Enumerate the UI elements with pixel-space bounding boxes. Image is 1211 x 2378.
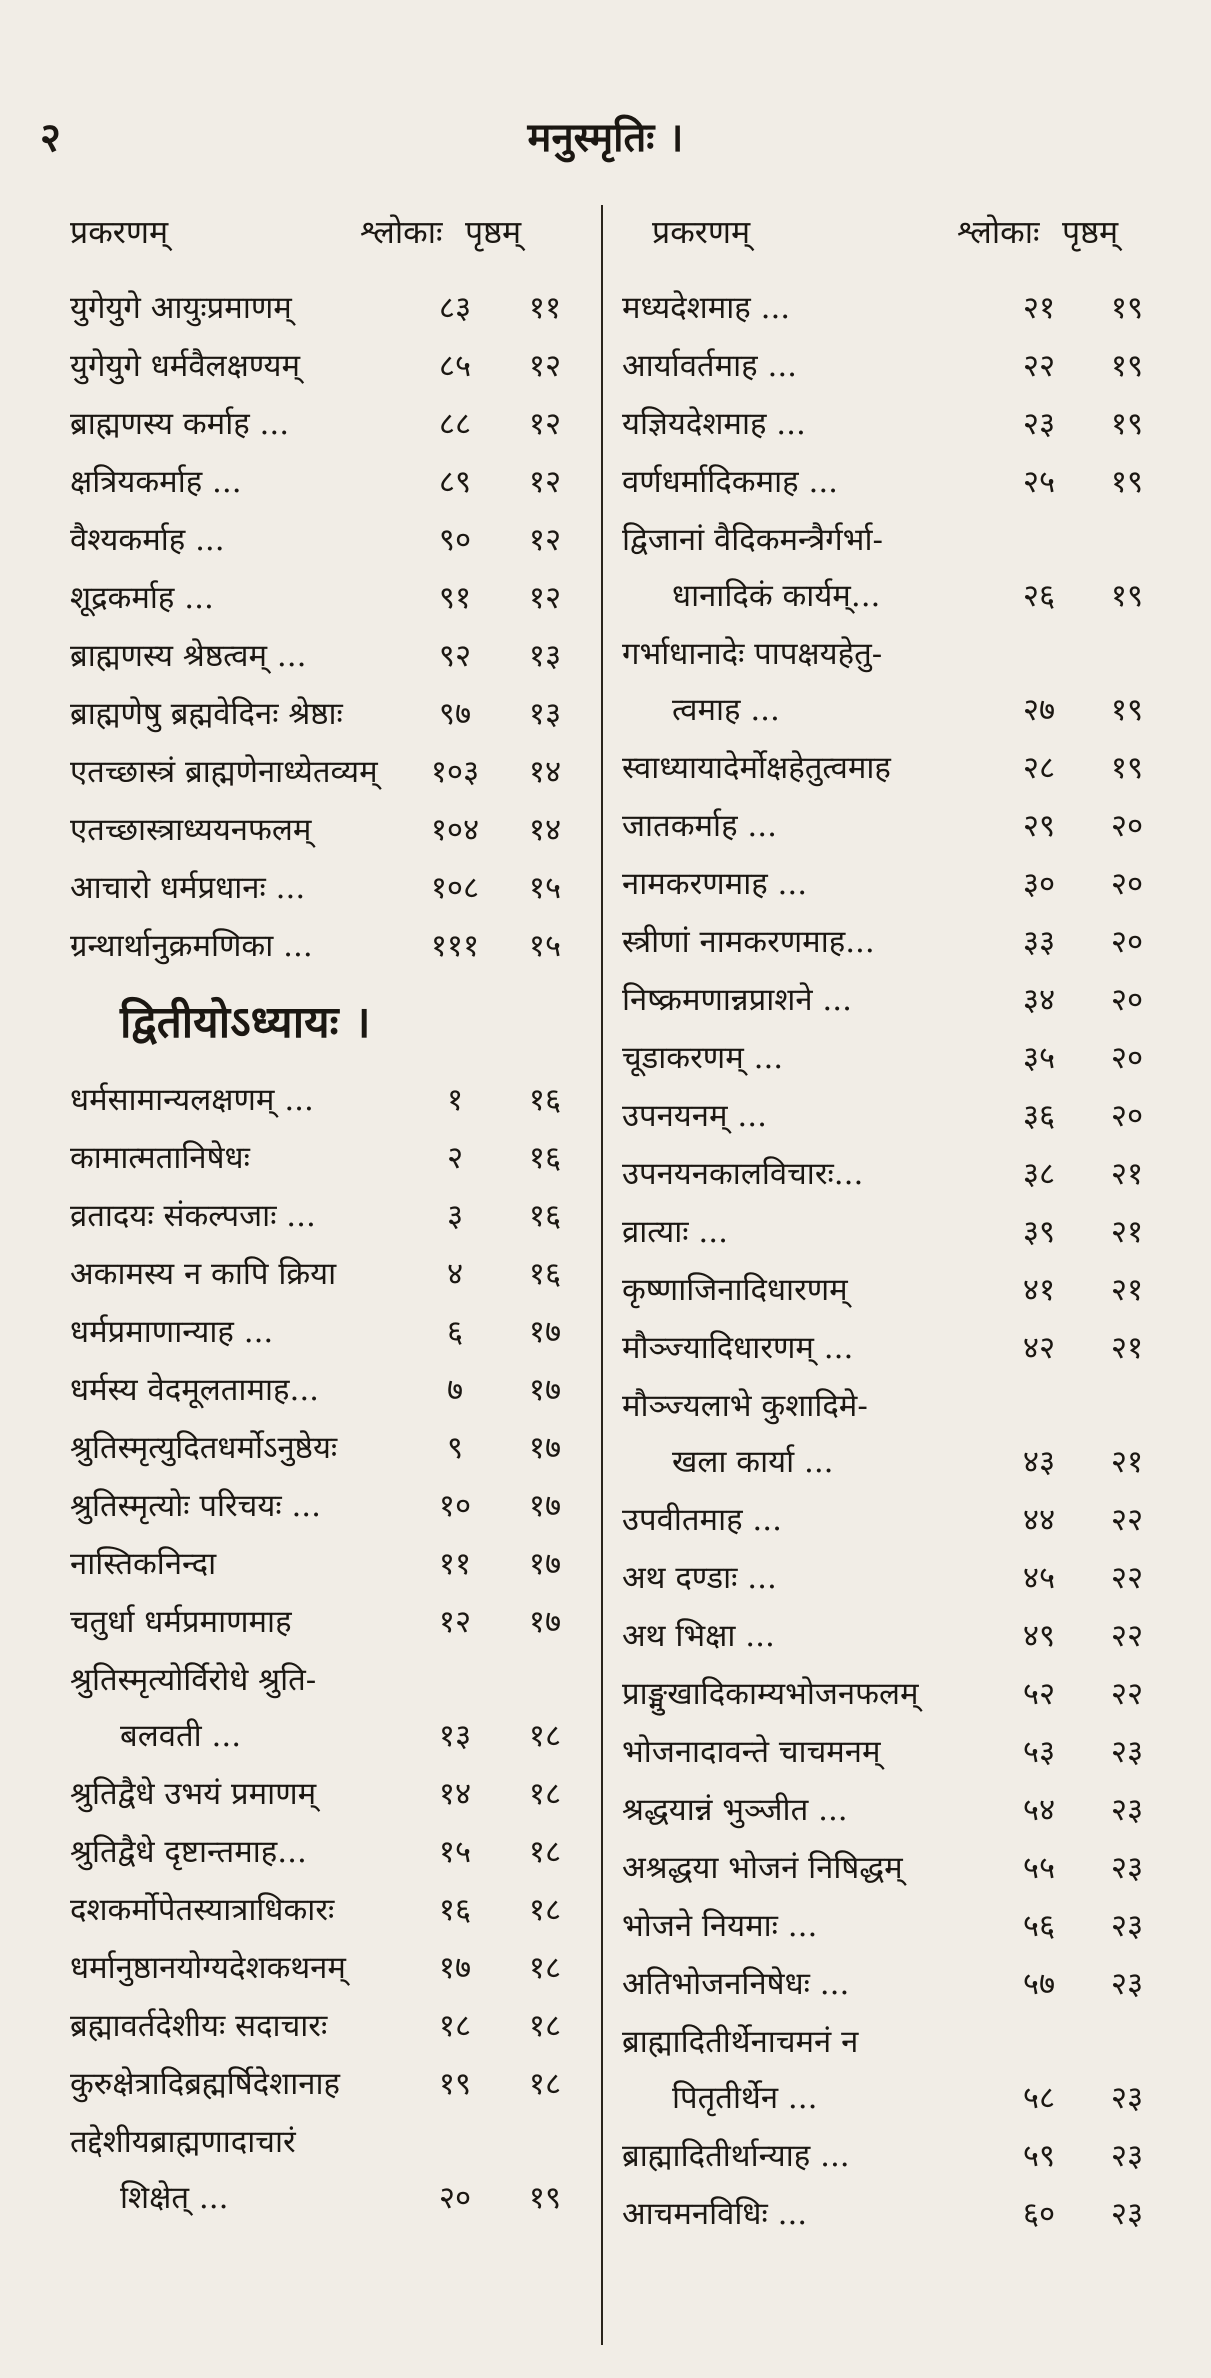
entry-title: श्रद्धयान्नं भुञ्जीत ... xyxy=(622,1792,848,1828)
shloka-number: १२ xyxy=(438,1604,472,1640)
shloka-number: ७ xyxy=(446,1372,464,1408)
shloka-number: ९ xyxy=(446,1430,464,1466)
entry-title: भोजने नियमाः ... xyxy=(622,1908,818,1944)
entry-title: तद्देशीयब्राह्मणादाचारं xyxy=(70,2124,296,2160)
index-row xyxy=(70,860,580,918)
shloka-number: ४४ xyxy=(1022,1502,1056,1538)
header-prishtham: पृष्ठम् xyxy=(465,213,522,251)
page-reference: २० xyxy=(1110,1098,1144,1134)
index-row xyxy=(70,1246,580,1304)
index-row xyxy=(622,740,1162,798)
page-reference: १२ xyxy=(528,464,562,500)
shloka-number: १० xyxy=(438,1488,472,1524)
entry-title: यज्ञियदेशमाह ... xyxy=(622,406,806,442)
index-row xyxy=(622,856,1162,914)
page-reference: १८ xyxy=(528,1718,562,1754)
shloka-number: ८३ xyxy=(438,290,472,326)
index-row xyxy=(70,1940,580,1998)
index-row xyxy=(622,280,1162,338)
index-row xyxy=(70,1594,580,1652)
page-reference: १८ xyxy=(528,1950,562,1986)
page-reference: १७ xyxy=(528,1314,562,1350)
entry-title: श्रुतिद्वैधे उभयं प्रमाणम् xyxy=(70,1776,317,1812)
page-reference: २१ xyxy=(1110,1444,1144,1480)
page-reference: २१ xyxy=(1110,1214,1144,1250)
page-reference: १९ xyxy=(528,2180,562,2216)
entry-title: अश्रद्धया भोजनं निषिद्धम् xyxy=(622,1850,903,1886)
index-row xyxy=(70,1130,580,1188)
entry-title: अकामस्य न कापि क्रिया xyxy=(70,1256,337,1292)
page-reference: २३ xyxy=(1110,2196,1144,2232)
entry-title: प्राङ्मुखादिकाम्यभोजनफलम् xyxy=(622,1676,919,1712)
shloka-number: ९१ xyxy=(438,580,472,616)
index-row xyxy=(70,396,580,454)
entry-title: द्विजानां वैदिकमन्त्रैर्गर्भा- xyxy=(622,522,883,558)
entry-title: व्रात्याः ... xyxy=(622,1214,728,1250)
index-row xyxy=(622,1262,1162,1320)
index-row-continued xyxy=(622,512,1162,568)
page-reference: २० xyxy=(1110,1040,1144,1076)
page-reference: २२ xyxy=(1110,1560,1144,1596)
shloka-number: ३ xyxy=(446,1198,464,1234)
entry-title: अथ भिक्षा ... xyxy=(622,1618,775,1654)
entry-title: धर्मसामान्यलक्षणम् ... xyxy=(70,1082,314,1118)
chapter-heading: द्वितीयोऽध्यायः । xyxy=(120,997,371,1048)
index-row xyxy=(622,1088,1162,1146)
page-reference: १६ xyxy=(528,1140,562,1176)
shloka-number: ३० xyxy=(1022,866,1056,902)
index-row xyxy=(622,1956,1162,2014)
page-reference: २३ xyxy=(1110,2080,1144,2116)
entry-title: अतिभोजननिषेधः ... xyxy=(622,1966,850,2002)
entry-title: स्त्रीणां नामकरणमाह... xyxy=(622,924,875,960)
index-row xyxy=(70,1536,580,1594)
shloka-number: ९७ xyxy=(438,696,472,732)
index-row xyxy=(622,568,1162,626)
index-row xyxy=(622,1434,1162,1492)
page-reference: १८ xyxy=(528,2066,562,2102)
index-row xyxy=(622,1898,1162,1956)
index-row xyxy=(70,512,580,570)
entry-title: ब्राह्मणस्य कर्माह ... xyxy=(70,406,290,442)
index-row xyxy=(622,914,1162,972)
header-shlokah: श्लोकाः xyxy=(957,213,1040,251)
shloka-number: ६० xyxy=(1022,2196,1056,2232)
entry-title: उपनयनम् ... xyxy=(622,1098,767,1134)
page-reference: १९ xyxy=(1110,406,1144,442)
right-column xyxy=(622,210,1162,2244)
index-row xyxy=(622,338,1162,396)
entry-title: श्रुतिस्मृत्युदितधर्मोऽनुष्ठेयः xyxy=(70,1430,338,1466)
shloka-number: ८५ xyxy=(438,348,472,384)
index-row xyxy=(70,1766,580,1824)
page-reference: १२ xyxy=(528,580,562,616)
entry-title: ब्राह्मादितीर्थान्याह ... xyxy=(622,2138,850,2174)
column-header xyxy=(622,210,1162,280)
index-row xyxy=(70,2170,580,2228)
index-row xyxy=(622,798,1162,856)
index-row xyxy=(622,1492,1162,1550)
index-row xyxy=(70,1420,580,1478)
entry-title: पितृतीर्थेन ... xyxy=(672,2080,818,2116)
shloka-number: २७ xyxy=(1022,692,1056,728)
page-reference: १९ xyxy=(1110,692,1144,728)
shloka-number: ११ xyxy=(438,1546,472,1582)
index-row xyxy=(622,1840,1162,1898)
entry-title: मौञ्ज्यलाभे कुशादिमे- xyxy=(622,1388,868,1424)
shloka-number: १६ xyxy=(438,1892,472,1928)
shloka-number: २५ xyxy=(1022,464,1056,500)
shloka-number: ८९ xyxy=(438,464,472,500)
page-reference: १९ xyxy=(1110,464,1144,500)
index-row xyxy=(70,802,580,860)
page-reference: १७ xyxy=(528,1546,562,1582)
entry-title: ब्राह्मादितीर्थेनाचमनं न xyxy=(622,2024,859,2060)
left-column xyxy=(70,210,580,2228)
shloka-number: २९ xyxy=(1022,808,1056,844)
shloka-number: १८ xyxy=(438,2008,472,2044)
shloka-number: ४२ xyxy=(1022,1330,1056,1366)
shloka-number: ३४ xyxy=(1022,982,1056,1018)
shloka-number: ५४ xyxy=(1022,1792,1056,1828)
header-prishtham: पृष्ठम् xyxy=(1062,213,1119,251)
page-reference: १२ xyxy=(528,406,562,442)
shloka-number: १०८ xyxy=(430,870,480,906)
page-reference: २० xyxy=(1110,808,1144,844)
entry-title: दशकर्मोपेतस्यात्राधिकारः xyxy=(70,1892,335,1928)
page-reference: १३ xyxy=(528,638,562,674)
page-reference: २० xyxy=(1110,924,1144,960)
entry-title: कामात्मतानिषेधः xyxy=(70,1140,250,1176)
entry-title: ब्राह्मणेषु ब्रह्मवेदिनः श्रेष्ठाः xyxy=(70,696,343,732)
shloka-number: ५६ xyxy=(1022,1908,1056,1944)
index-row xyxy=(70,1998,580,2056)
index-row xyxy=(70,280,580,338)
page-reference: २३ xyxy=(1110,1734,1144,1770)
shloka-number: २ xyxy=(446,1140,464,1176)
page-reference: १७ xyxy=(528,1430,562,1466)
shloka-number: ४१ xyxy=(1022,1272,1056,1308)
index-row xyxy=(70,338,580,396)
shloka-number: ३८ xyxy=(1022,1156,1056,1192)
page-reference: २० xyxy=(1110,866,1144,902)
page-reference: १४ xyxy=(528,754,562,790)
page-reference: १७ xyxy=(528,1488,562,1524)
header-prakaranam: प्रकरणम् xyxy=(70,213,169,251)
page-reference: १६ xyxy=(528,1256,562,1292)
shloka-number: ४ xyxy=(446,1256,464,1292)
entry-title: शिक्षेत् ... xyxy=(120,2180,229,2216)
page-reference: २३ xyxy=(1110,1908,1144,1944)
entry-title: वैश्यकर्माह ... xyxy=(70,522,225,558)
entry-title: श्रुतिस्मृत्योः परिचयः ... xyxy=(70,1488,322,1524)
header-prakaranam: प्रकरणम् xyxy=(652,213,751,251)
entry-title: धानादिकं कार्यम्... xyxy=(672,578,881,614)
shloka-number: ९२ xyxy=(438,638,472,674)
index-row-continued xyxy=(70,1652,580,1708)
index-row xyxy=(622,1550,1162,1608)
shloka-number: ५२ xyxy=(1022,1676,1056,1712)
page-reference: २३ xyxy=(1110,2138,1144,2174)
index-row xyxy=(70,454,580,512)
page-reference: १६ xyxy=(528,1082,562,1118)
page-reference: १८ xyxy=(528,1892,562,1928)
page-reference: १५ xyxy=(528,870,562,906)
index-row xyxy=(622,1608,1162,1666)
header-shlokah: श्लोकाः xyxy=(360,213,443,251)
page-reference: १८ xyxy=(528,1834,562,1870)
page-reference: १२ xyxy=(528,522,562,558)
index-row xyxy=(622,2128,1162,2186)
index-row xyxy=(622,2186,1162,2244)
entry-title: व्रतादयः संकल्पजाः ... xyxy=(70,1198,316,1234)
page-reference: २१ xyxy=(1110,1156,1144,1192)
index-row xyxy=(70,570,580,628)
index-row xyxy=(70,628,580,686)
shloka-number: ४९ xyxy=(1022,1618,1056,1654)
entry-title: उपवीतमाह ... xyxy=(622,1502,782,1538)
column-divider xyxy=(601,205,603,2345)
entry-title: बलवती ... xyxy=(120,1718,242,1754)
page-reference: २२ xyxy=(1110,1618,1144,1654)
entry-title: कुरुक्षेत्रादिब्रह्मर्षिदेशानाह xyxy=(70,2066,340,2102)
shloka-number: २८ xyxy=(1022,750,1056,786)
index-row xyxy=(70,1824,580,1882)
column-header xyxy=(70,210,580,280)
shloka-number: ८८ xyxy=(438,406,472,442)
entry-title: अथ दण्डाः ... xyxy=(622,1560,777,1596)
shloka-number: १०३ xyxy=(430,754,480,790)
index-row xyxy=(622,1320,1162,1378)
entry-title: युगेयुगे धर्मवैलक्षण्यम् xyxy=(70,348,301,384)
page-reference: २२ xyxy=(1110,1502,1144,1538)
page-reference: २३ xyxy=(1110,1792,1144,1828)
entry-title: गर्भाधानादेः पापक्षयहेतु- xyxy=(622,636,883,672)
shloka-number: २० xyxy=(438,2180,472,2216)
entry-title: भोजनादावन्ते चाचमनम् xyxy=(622,1734,881,1770)
index-row-continued xyxy=(622,2014,1162,2070)
shloka-number: ४३ xyxy=(1022,1444,1056,1480)
index-row xyxy=(70,686,580,744)
index-row-continued xyxy=(622,1378,1162,1434)
page-reference: २३ xyxy=(1110,1966,1144,2002)
shloka-number: १३ xyxy=(438,1718,472,1754)
entry-title: त्वमाह ... xyxy=(672,692,780,728)
index-row xyxy=(622,972,1162,1030)
entry-title: ग्रन्थार्थानुक्रमणिका ... xyxy=(70,928,313,964)
page-reference: २२ xyxy=(1110,1676,1144,1712)
entry-title: मध्यदेशमाह ... xyxy=(622,290,791,326)
entry-title: निष्क्रमणान्नप्राशने ... xyxy=(622,982,852,1018)
page-reference: १६ xyxy=(528,1198,562,1234)
page-reference: १९ xyxy=(1110,290,1144,326)
index-row xyxy=(622,1782,1162,1840)
shloka-number: ५५ xyxy=(1022,1850,1056,1886)
page-reference: १९ xyxy=(1110,578,1144,614)
shloka-number: ३३ xyxy=(1022,924,1056,960)
index-row xyxy=(622,396,1162,454)
page-reference: १२ xyxy=(528,348,562,384)
entry-title: नामकरणमाह ... xyxy=(622,866,808,902)
index-row xyxy=(622,682,1162,740)
entry-title: आचमनविधिः ... xyxy=(622,2196,808,2232)
entry-title: क्षत्रियकर्माह ... xyxy=(70,464,242,500)
entry-title: शूद्रकर्माह ... xyxy=(70,580,214,616)
shloka-number: ९० xyxy=(438,522,472,558)
shloka-number: ५३ xyxy=(1022,1734,1056,1770)
shloka-number: १९ xyxy=(438,2066,472,2102)
index-row xyxy=(70,2056,580,2114)
page-reference: १९ xyxy=(1110,348,1144,384)
page-reference: १४ xyxy=(528,812,562,848)
index-row xyxy=(622,1030,1162,1088)
shloka-number: १०४ xyxy=(430,812,480,848)
entry-title: कृष्णाजिनादिधारणम् xyxy=(622,1272,848,1308)
page-number: २ xyxy=(40,114,61,161)
index-row xyxy=(622,1204,1162,1262)
entry-title: युगेयुगे आयुःप्रमाणम् xyxy=(70,290,292,326)
shloka-number: १ xyxy=(446,1082,464,1118)
page-header xyxy=(0,108,1211,168)
entry-title: मौञ्ज्यादिधारणम् ... xyxy=(622,1330,854,1366)
page-reference: १८ xyxy=(528,1776,562,1812)
shloka-number: १७ xyxy=(438,1950,472,1986)
page-reference: १३ xyxy=(528,696,562,732)
shloka-number: ४५ xyxy=(1022,1560,1056,1596)
index-row xyxy=(70,1478,580,1536)
entry-title: स्वाध्यायादेर्मोक्षहेतुत्वमाह xyxy=(622,750,891,786)
page-reference: १९ xyxy=(1110,750,1144,786)
entry-title: धर्मप्रमाणान्याह ... xyxy=(70,1314,274,1350)
entry-title: उपनयनकालविचारः... xyxy=(622,1156,864,1192)
entry-title: श्रुतिस्मृत्योर्विरोधे श्रुति- xyxy=(70,1662,317,1698)
shloka-number: १४ xyxy=(438,1776,472,1812)
entry-title: आचारो धर्मप्रधानः ... xyxy=(70,870,306,906)
entry-title: श्रुतिद्वैधे दृष्टान्तमाह... xyxy=(70,1834,307,1870)
page-reference: १५ xyxy=(528,928,562,964)
shloka-number: ५७ xyxy=(1022,1966,1056,2002)
shloka-number: ३६ xyxy=(1022,1098,1056,1134)
index-row xyxy=(622,2070,1162,2128)
index-row xyxy=(70,918,580,976)
shloka-number: १११ xyxy=(430,928,480,964)
index-row xyxy=(70,1708,580,1766)
index-row-continued xyxy=(70,2114,580,2170)
index-row xyxy=(70,744,580,802)
shloka-number: ५८ xyxy=(1022,2080,1056,2116)
shloka-number: २६ xyxy=(1022,578,1056,614)
entry-title: चूडाकरणम् ... xyxy=(622,1040,784,1076)
entry-title: चतुर्धा धर्मप्रमाणमाह xyxy=(70,1604,292,1640)
index-row-continued xyxy=(622,626,1162,682)
index-row xyxy=(622,454,1162,512)
entry-title: वर्णधर्मादिकमाह ... xyxy=(622,464,839,500)
index-row xyxy=(70,1072,580,1130)
page-reference: २३ xyxy=(1110,1850,1144,1886)
page-reference: १७ xyxy=(528,1604,562,1640)
entry-title: एतच्छास्त्रं ब्राह्मणेनाध्येतव्यम् xyxy=(70,754,378,790)
shloka-number: २१ xyxy=(1022,290,1056,326)
page-reference: १८ xyxy=(528,2008,562,2044)
shloka-number: १५ xyxy=(438,1834,472,1870)
page-reference: ११ xyxy=(528,290,562,326)
page-reference: २० xyxy=(1110,982,1144,1018)
entry-title: जातकर्माह ... xyxy=(622,808,777,844)
page-reference: २१ xyxy=(1110,1330,1144,1366)
index-row xyxy=(622,1666,1162,1724)
entry-title: धर्मानुष्ठानयोग्यदेशकथनम् xyxy=(70,1950,346,1986)
page-reference: १७ xyxy=(528,1372,562,1408)
entry-title: धर्मस्य वेदमूलतामाह... xyxy=(70,1372,320,1408)
entry-title: आर्यावर्तमाह ... xyxy=(622,348,798,384)
page-reference: २१ xyxy=(1110,1272,1144,1308)
index-row xyxy=(70,1304,580,1362)
entry-title: नास्तिकनिन्दा xyxy=(70,1546,217,1582)
entry-title: ब्रह्मावर्तदेशीयः सदाचारः xyxy=(70,2008,328,2044)
index-row xyxy=(622,1146,1162,1204)
shloka-number: २३ xyxy=(1022,406,1056,442)
shloka-number: २२ xyxy=(1022,348,1056,384)
shloka-number: ५९ xyxy=(1022,2138,1056,2174)
shloka-number: ३९ xyxy=(1022,1214,1056,1250)
index-row xyxy=(622,1724,1162,1782)
index-row xyxy=(70,1188,580,1246)
entry-title: ब्राह्मणस्य श्रेष्ठत्वम् ... xyxy=(70,638,307,674)
shloka-number: ३५ xyxy=(1022,1040,1056,1076)
index-row xyxy=(70,1882,580,1940)
shloka-number: ६ xyxy=(446,1314,464,1350)
running-title: मनुस्मृतिः । xyxy=(527,114,684,161)
entry-title: एतच्छास्त्राध्ययनफलम् xyxy=(70,812,312,848)
index-row xyxy=(70,1362,580,1420)
entry-title: खला कार्या ... xyxy=(672,1444,834,1480)
